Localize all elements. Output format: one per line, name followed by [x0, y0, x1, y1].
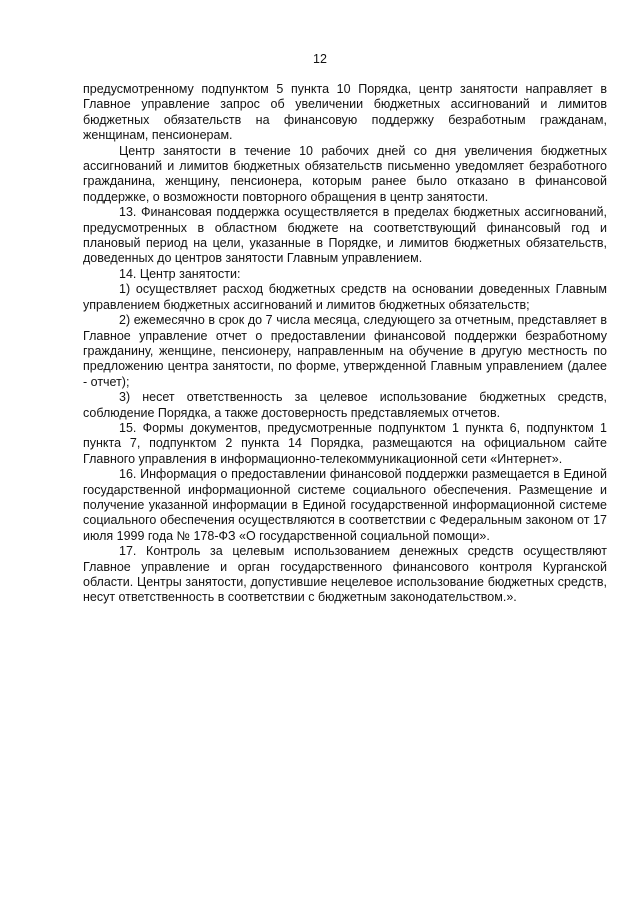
paragraph-continuation: предусмотренному подпунктом 5 пункта 10 Порядка, центр занятости направляет в Главное управление запрос об увеличении бюджетных ассигнований и лимитов бюджетных обязательств на финансовую поддержку безработным гражданам, женщинам, пенсионерам. — [83, 82, 607, 143]
paragraph-item-15: 15. Формы документов, предусмотренные подпунктом 1 пункта 6, подпунктом 1 пункта 7, подпунктом 2 пункта 14 Порядка, размещаются на официальном сайте Главного управления в информационно-телекоммуникационной сети «Интернет». — [83, 420, 607, 466]
paragraph-item-16: 16. Информация о предоставлении финансовой поддержки размещается в Единой государственной информационной системе социального обеспечения. Размещение и получение указанной информации в Единой государственной информационной системе социального обеспечения осуществляются в соответствии с Федеральным законом от 17 июля 1999 года № 178-ФЗ «О государственной социальной помощи». — [83, 467, 607, 543]
paragraph-item-17: 17. Контроль за целевым использованием денежных средств осуществляют Главное управление и орган государственного финансового контроля Курганской области. Центры занятости, допустившие нецелевое использование бюджетных средств, несут ответственность в соответствии с бюджетным законодательством.». — [83, 544, 607, 605]
paragraph-notification: Центр занятости в течение 10 рабочих дней со дня увеличения бюджетных ассигнований и лимитов бюджетных обязательств письменно уведомляет безработного гражданина, женщину, пенсионера, которым ранее было отказано в финансовой поддержке, о возможности повторного обращения в центр занятости. — [83, 143, 607, 204]
document-body — [83, 82, 607, 606]
paragraph-item-14-sub-2: 2) ежемесячно в срок до 7 числа месяца, следующего за отчетным, представляет в Главное управление отчет о предоставлении финансовой поддержки безработному гражданину, женщине, пенсионеру, направленным на обучение в другую местность по предложению центра занятости, по форме, утвержденной Главным управлением (далее - отчет); — [83, 313, 607, 389]
paragraph-item-14: 14. Центр занятости: — [119, 266, 241, 281]
paragraph-item-13: 13. Финансовая поддержка осуществляется в пределах бюджетных ассигнований, предусмотренных в областном бюджете на соответствующий финансовый год и плановый период на цели, указанные в Порядке, и лимитов бюджетных обязательств, доведенных до центров занятости Главным управлением. — [83, 205, 607, 266]
paragraph-item-14-sub-1: 1) осуществляет расход бюджетных средств на основании доведенных Главным управлением бюджетных ассигнований и лимитов бюджетных обязательств; — [83, 282, 607, 312]
paragraph-item-14-sub-3: 3) несет ответственность за целевое использование бюджетных средств, соблюдение Порядка, а также достоверность представляемых отчетов. — [83, 390, 607, 420]
page-number: 12 — [313, 52, 327, 66]
